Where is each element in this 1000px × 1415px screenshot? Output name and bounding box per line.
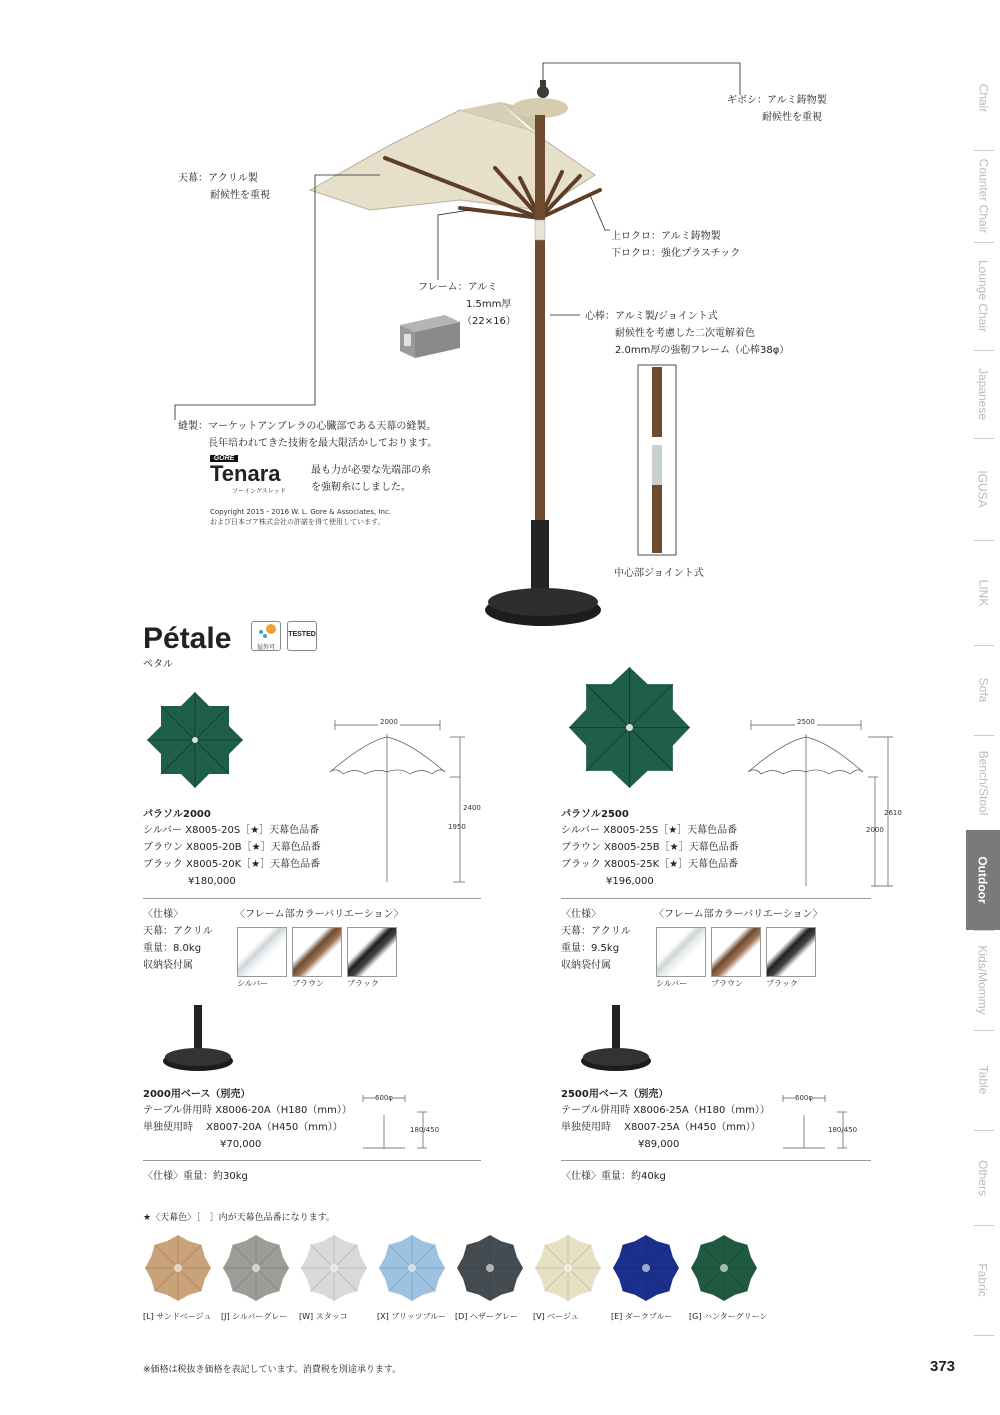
canopy-color-item xyxy=(221,1233,296,1328)
sidebar-item-label: Bench/Stool xyxy=(976,750,990,815)
canopy-color-label: [W] スタッコ xyxy=(299,1312,348,1321)
canopy-color-swatches xyxy=(143,1233,923,1328)
canopy-color-swatch xyxy=(299,1233,369,1303)
sidebar-item-label: IGUSA xyxy=(976,470,990,508)
sidebar-item-outdoor[interactable] xyxy=(966,830,1000,930)
sidebar-item-lounge-chair[interactable] xyxy=(966,242,1000,350)
tested-badge: TESTED xyxy=(287,621,317,651)
sidebar-item-others[interactable] xyxy=(966,1130,1000,1225)
base-2000-lines: テーブル併用時 X8006-20A（H180（mm）） 単独使用時 X8007-20A（H450（mm）） ¥70,000 xyxy=(143,1105,352,1150)
canopy-color-label: [J] シルバーグレー xyxy=(221,1312,288,1321)
divider xyxy=(561,898,871,899)
sidebar-item-link[interactable] xyxy=(966,540,1000,645)
base-2000-title: 2000用ベース（別売） xyxy=(143,1089,251,1100)
callout-tenmaku: 天幕：アクリル製 耐候性を重視 xyxy=(178,173,270,201)
canopy-color-swatch xyxy=(611,1233,681,1303)
weather-icon xyxy=(252,622,280,640)
dim-2500-pole: 2000 xyxy=(866,826,884,834)
divider xyxy=(143,1160,481,1161)
divider xyxy=(561,1160,871,1161)
sidebar-item-kids-mommy[interactable] xyxy=(966,930,1000,1030)
sidebar-item-label: Chair xyxy=(976,83,990,112)
sidebar-item-table[interactable] xyxy=(966,1030,1000,1130)
gore-mark: GORE xyxy=(210,455,238,462)
swatch-silver xyxy=(656,927,706,977)
umbrella-2500-drawing xyxy=(743,712,903,892)
joint-caption: 中心部ジョイント式 xyxy=(614,568,704,579)
swatch-silver xyxy=(237,927,287,977)
callout-shinbo: 心棒：アルミ製/ジョイント式 耐候性を考慮した二次電解着色 2.0mm厚の強靭フレーム（心棒38φ） xyxy=(585,311,790,356)
footer-note: ※価格は税抜き価格を表記しています。消費税を別途承ります。 xyxy=(143,1365,402,1375)
dim-2500-width: 2500 xyxy=(797,718,815,726)
sidebar-item-fabric[interactable] xyxy=(966,1225,1000,1335)
p2500-variants: シルバー X8005-25S［★］天幕色品番 ブラウン X8005-25B［★］天幕色品番 ブラック X8005-25K［★］天幕色品番 ¥196,000 xyxy=(561,825,739,887)
frame-profile-image xyxy=(395,310,465,360)
sidebar-item-label: Kids/Mommy xyxy=(976,945,990,1015)
canopy-color-label: [X] ブリッツブルー xyxy=(377,1312,447,1321)
category-sidebar xyxy=(966,0,1000,1415)
swatch-black xyxy=(347,927,397,977)
sidebar-item-label: Outdoor xyxy=(976,856,991,904)
base-2500-title: 2500用ベース（別売） xyxy=(561,1089,669,1100)
canopy-color-label: [D] ヘザーグレー xyxy=(455,1312,518,1321)
dim-2000-pole: 1950 xyxy=(448,823,466,831)
canopy-color-label: [G] ハンターグリーン xyxy=(689,1312,768,1321)
callout-frame: フレーム：アルミ 1.5mm厚 （22×16） xyxy=(418,282,516,327)
product-kana: ペタル xyxy=(143,659,173,670)
p2000-variation-head: 〈フレーム部カラーバリエーション〉 xyxy=(235,909,404,920)
canopy-color-swatch xyxy=(689,1233,759,1303)
canopy-color-swatch xyxy=(455,1233,525,1303)
base-2000-drawing xyxy=(355,1090,440,1155)
canopy-color-swatch xyxy=(221,1233,291,1303)
swatch-brown xyxy=(711,927,761,977)
tenara-logo: GORE Tenara ソーイングスレッド xyxy=(210,455,286,495)
sidebar-item-label: Fabric xyxy=(976,1263,990,1297)
dim-2500-height: 2610 xyxy=(884,809,902,817)
base-2000-height: 180/450 xyxy=(410,1126,440,1134)
sidebar-item-label: Table xyxy=(976,1065,990,1095)
canopy-color-label: [L] サンドベージュ xyxy=(143,1312,212,1321)
p2500-title: パラソル2500 xyxy=(561,809,629,820)
sidebar-item-igusa[interactable] xyxy=(966,438,1000,540)
tenara-description: 最も力が必要な先端部の糸 を強靭糸にしました。 xyxy=(311,465,431,493)
base-2000-width: 600φ xyxy=(375,1094,393,1102)
dim-2000-height: 2400 xyxy=(463,804,481,812)
sidebar-item-counter-chair[interactable] xyxy=(966,150,1000,242)
sidebar-item-label: Lounge Chair xyxy=(976,259,990,333)
callout-gibosi: ギボシ：アルミ鋳物製 耐候性を重視 xyxy=(727,95,827,123)
sidebar-item-label: LINK xyxy=(976,579,990,606)
canopy-color-item xyxy=(377,1233,452,1328)
base-2500-height: 180/450 xyxy=(828,1126,858,1134)
umbrella-2000-topview xyxy=(145,690,245,790)
canopy-colors-head: ★〈天幕色〉［ ］内が天幕色品番になります。 xyxy=(143,1213,335,1223)
dim-2000-width: 2000 xyxy=(380,718,398,726)
canopy-color-item xyxy=(299,1233,374,1328)
callout-rokuro: 上ロクロ：アルミ鋳物製 下ロクロ：強化プラスチック xyxy=(611,231,741,259)
product-name: Pétale xyxy=(143,622,232,655)
outdoor-badge: 屋外可 xyxy=(251,621,281,651)
p2500-spec: 〈仕様〉 天幕：アクリル 重量：9.5kg 収納袋付属 xyxy=(561,909,631,971)
base-2000-spec: 〈仕様〉重量：約30kg xyxy=(143,1171,248,1182)
swatch-brown xyxy=(292,927,342,977)
canopy-color-item xyxy=(455,1233,530,1328)
sidebar-item-sofa[interactable] xyxy=(966,645,1000,735)
canopy-color-item xyxy=(143,1233,218,1328)
sidebar-item-label: Sofa xyxy=(976,677,990,703)
umbrella-2500-topview xyxy=(567,665,692,790)
sidebar-item-label: Counter Chair xyxy=(976,158,991,234)
divider xyxy=(143,898,481,899)
p2000-title: パラソル2000 xyxy=(143,809,211,820)
sidebar-item-japanese[interactable] xyxy=(966,350,1000,438)
canopy-color-label: [V] ベージュ xyxy=(533,1312,579,1321)
copyright: Copyright 2015・2016 W. L. Gore & Associates, Inc. および日本ゴア株式会社の許諾を得て使用しています。 xyxy=(210,508,392,526)
umbrella-2000-drawing xyxy=(325,712,475,887)
canopy-color-item xyxy=(611,1233,686,1328)
callout-housei: 縫製：マーケットアンブレラの心臓部である天幕の縫製。 長年培われてきた技術を最大限活かしております。 xyxy=(178,421,438,449)
p2000-variants: シルバー X8005-20S［★］天幕色品番 ブラウン X8005-20B［★］天幕色品番 ブラック X8005-20K［★］天幕色品番 ¥180,000 xyxy=(143,825,321,887)
sidebar-item-bench-stool[interactable] xyxy=(966,735,1000,830)
canopy-color-swatch xyxy=(143,1233,213,1303)
base-2500-image xyxy=(578,1005,658,1075)
p2500-variation-head: 〈フレーム部カラーバリエーション〉 xyxy=(654,909,823,920)
canopy-color-label: [E] ダークブルー xyxy=(611,1312,673,1321)
canopy-color-item xyxy=(533,1233,608,1328)
base-2000-image xyxy=(160,1005,240,1075)
base-2500-lines: テーブル併用時 X8006-25A（H180（mm）） 単独使用時 X8007-25A（H450（mm）） ¥89,000 xyxy=(561,1105,770,1150)
canopy-color-swatch xyxy=(377,1233,447,1303)
base-2500-drawing xyxy=(775,1090,860,1155)
pole-joint-image xyxy=(650,367,664,553)
sidebar-item-chair[interactable] xyxy=(966,45,1000,150)
sidebar-item-label: Others xyxy=(976,1159,991,1196)
p2000-spec: 〈仕様〉 天幕：アクリル 重量：8.0kg 収納袋付属 xyxy=(143,909,213,971)
sidebar-separator xyxy=(974,1335,994,1336)
canopy-color-swatch xyxy=(533,1233,603,1303)
sidebar-item-label: Japanese xyxy=(976,367,991,421)
canopy-color-item xyxy=(689,1233,768,1328)
swatch-black xyxy=(766,927,816,977)
base-2500-spec: 〈仕様〉重量：約40kg xyxy=(561,1171,666,1182)
page-number: 373 xyxy=(930,1358,956,1375)
base-2500-width: 600φ xyxy=(795,1094,813,1102)
